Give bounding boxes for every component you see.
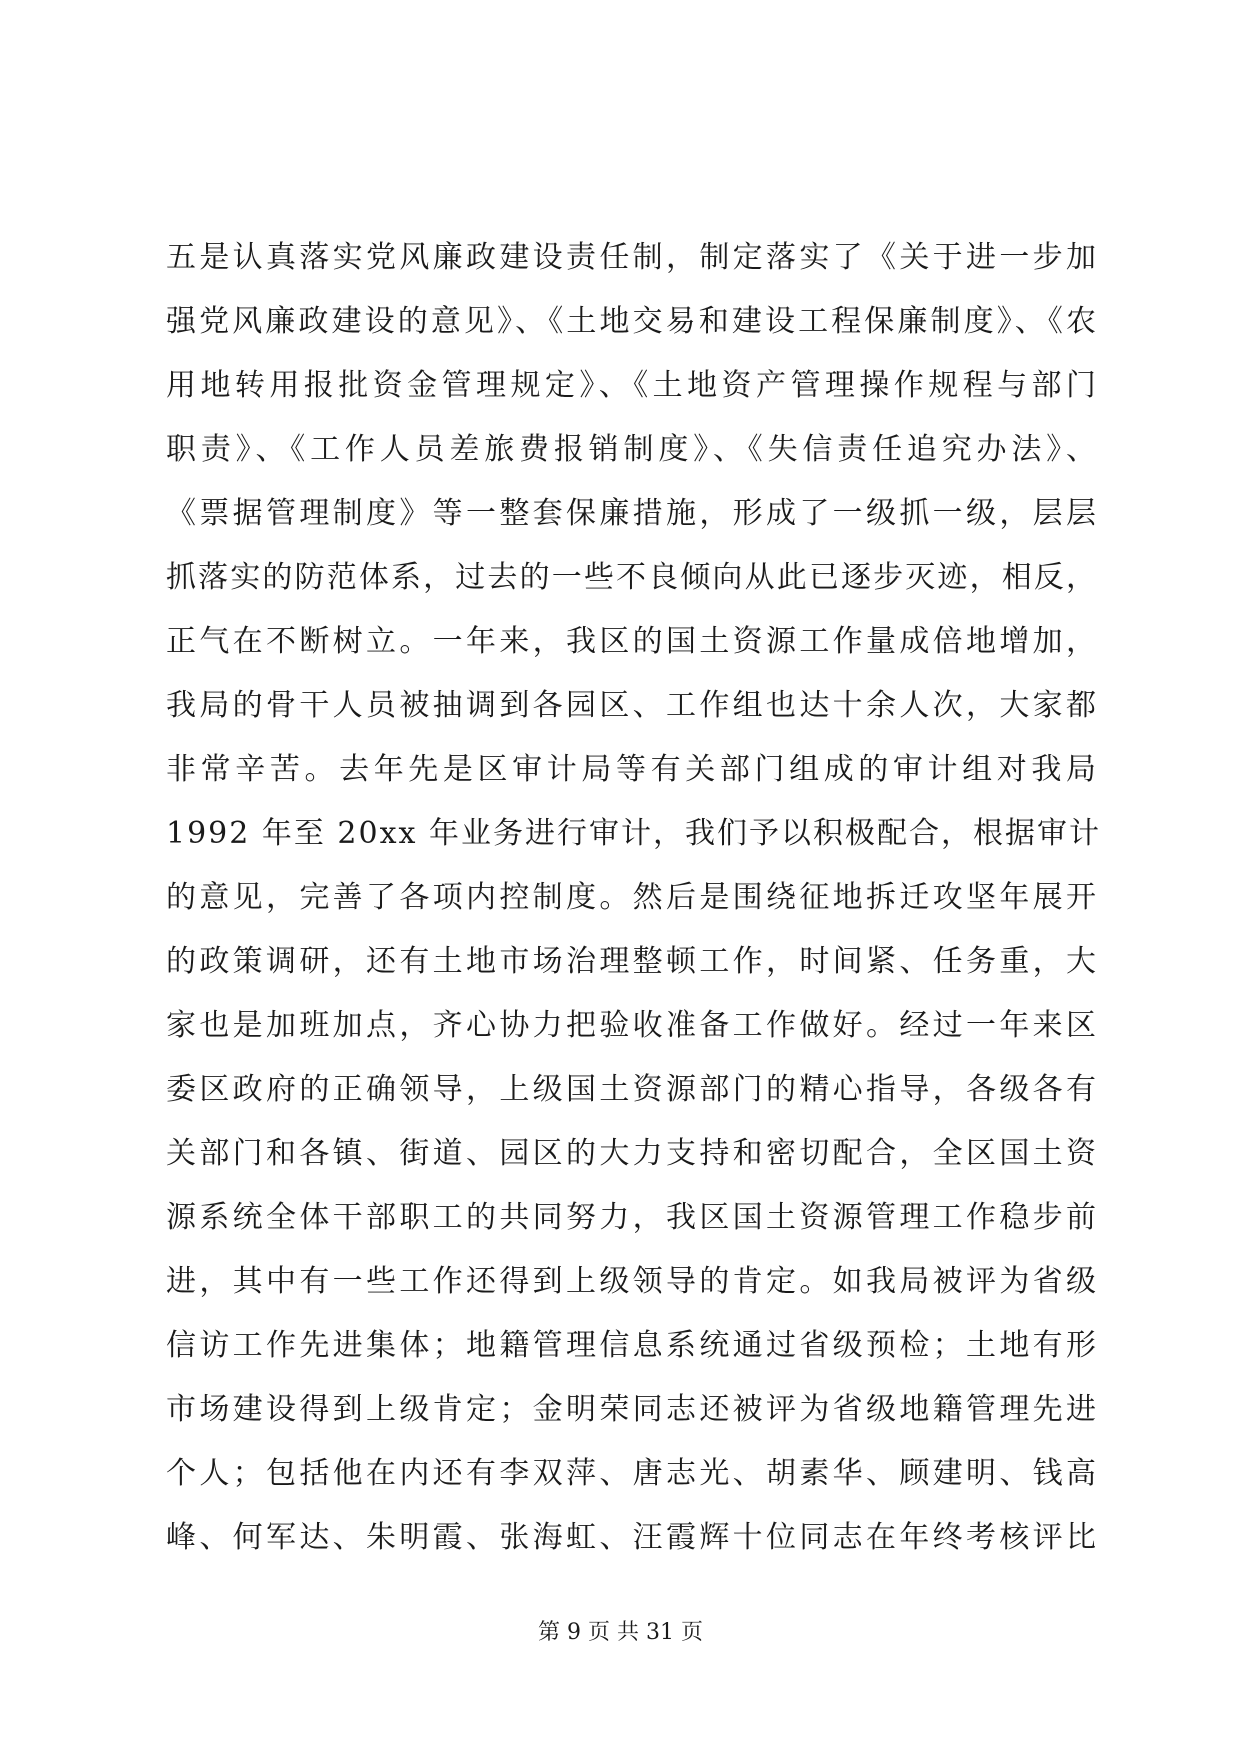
text-line: 家也是加班加点，齐心协力把验收准备工作做好。经过一年来区: [166, 1008, 1098, 1043]
page-number-footer: [0, 1615, 1241, 1646]
text-line: 五是认真落实党风廉政建设责任制，制定落实了《关于进一步加: [166, 240, 1098, 275]
text-line: 峰、何军达、朱明霞、张海虹、汪霞辉十位同志在年终考核评比: [166, 1520, 1098, 1555]
text-line: 正气在不断树立。一年来，我区的国土资源工作量成倍地增加，: [166, 624, 1098, 659]
text-line: 市场建设得到上级肯定；金明荣同志还被评为省级地籍管理先进: [166, 1392, 1098, 1427]
text-line: 非常辛苦。去年先是区审计局等有关部门组成的审计组对我局: [166, 752, 1098, 787]
text-line: 个人；包括他在内还有李双萍、唐志光、胡素华、顾建明、钱高: [166, 1456, 1098, 1491]
text-line: 抓落实的防范体系，过去的一些不良倾向从此已逐步灭迹，相反，: [166, 560, 1098, 595]
text-line: 《票据管理制度》等一整套保廉措施，形成了一级抓一级，层层: [166, 496, 1098, 531]
page-number-label: 第 9 页 共 31 页: [538, 1620, 703, 1645]
body-text: [166, 226, 1101, 1570]
text-line: 信访工作先进集体；地籍管理信息系统通过省级预检；土地有形: [166, 1328, 1098, 1363]
text-line: 用地转用报批资金管理规定》、《土地资产管理操作规程与部门: [166, 368, 1098, 403]
text-line: 关部门和各镇、街道、园区的大力支持和密切配合，全区国土资: [166, 1136, 1098, 1171]
text-line: 委区政府的正确领导，上级国土资源部门的精心指导，各级各有: [166, 1072, 1098, 1107]
text-line: 的意见，完善了各项内控制度。然后是围绕征地拆迁攻坚年展开: [166, 880, 1098, 915]
text-line: 职责》、《工作人员差旅费报销制度》、《失信责任追究办法》、: [166, 432, 1098, 467]
text-line: 强党风廉政建设的意见》、《土地交易和建设工程保廉制度》、《农: [166, 304, 1098, 339]
text-line: 进，其中有一些工作还得到上级领导的肯定。如我局被评为省级: [166, 1264, 1098, 1299]
text-line: 我局的骨干人员被抽调到各园区、工作组也达十余人次，大家都: [166, 688, 1098, 723]
text-line: 的政策调研，还有土地市场治理整顿工作，时间紧、任务重，大: [166, 944, 1098, 979]
text-line: 源系统全体干部职工的共同努力，我区国土资源管理工作稳步前: [166, 1200, 1098, 1235]
text-line: 1992 年至 20xx 年业务进行审计，我们予以积极配合，根据审计: [166, 816, 1101, 851]
